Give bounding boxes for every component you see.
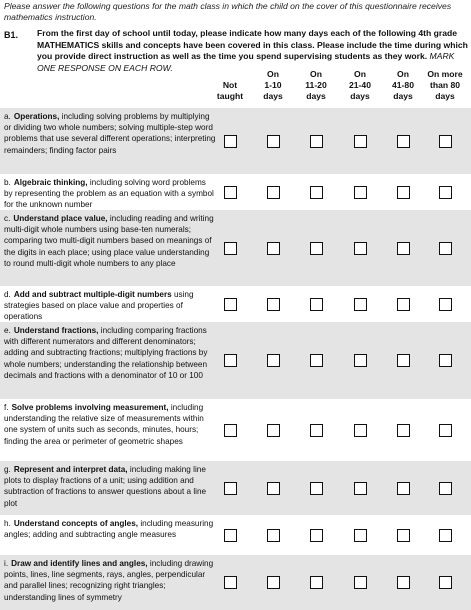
row-label — [4, 558, 216, 603]
response-checkbox[interactable] — [224, 424, 237, 437]
column-header-line: 41-80 — [392, 80, 414, 90]
row-label — [4, 518, 216, 540]
response-checkbox[interactable] — [354, 576, 367, 589]
response-checkbox[interactable] — [354, 242, 367, 255]
response-checkbox[interactable] — [439, 242, 452, 255]
response-checkbox[interactable] — [224, 482, 237, 495]
response-checkbox[interactable] — [439, 135, 452, 148]
response-checkbox[interactable] — [397, 576, 410, 589]
response-checkbox[interactable] — [354, 298, 367, 311]
row-letter: d. — [4, 290, 11, 299]
column-header-5 — [381, 69, 425, 102]
response-checkbox[interactable] — [224, 576, 237, 589]
question-row — [0, 286, 471, 322]
response-checkbox[interactable] — [224, 242, 237, 255]
column-header-line: 1-10 — [264, 80, 282, 90]
row-letter: e. — [4, 326, 11, 335]
row-description: including solving word problems by representing the problem as an equation with a symbol for the unknown number — [4, 178, 214, 210]
response-checkbox[interactable] — [267, 354, 280, 367]
response-checkbox[interactable] — [267, 529, 280, 542]
response-checkbox[interactable] — [224, 529, 237, 542]
row-topic: Understand fractions, — [13, 326, 99, 335]
response-checkbox[interactable] — [224, 298, 237, 311]
row-letter: h. — [4, 519, 11, 528]
row-topic: Understand place value, — [13, 214, 108, 223]
column-header-1 — [208, 69, 252, 102]
column-header-line: On — [310, 69, 322, 79]
row-description: including making line plots to display fractions of a unit; using addition and subtraction of fractions to answer questions about a line plot — [4, 465, 207, 508]
response-checkbox[interactable] — [439, 298, 452, 311]
column-header-line: On — [397, 69, 409, 79]
question-row — [0, 399, 471, 461]
column-header-line: days — [263, 91, 283, 101]
question-text — [37, 28, 469, 74]
row-topic: Operations, — [13, 112, 60, 121]
response-checkbox[interactable] — [439, 482, 452, 495]
response-checkbox[interactable] — [267, 186, 280, 199]
column-header-6 — [423, 69, 467, 102]
column-header-line: On — [267, 69, 279, 79]
column-header-line: 11-20 — [305, 80, 327, 90]
row-label — [4, 177, 216, 211]
row-label — [4, 464, 216, 509]
row-description: including comparing fractions with different numerators and different denominators; adding and subtracting fractions; multiplying fractions by whole numbers; understanding the relationship between decimals and fractions with a denominator of 10 or 100 — [4, 326, 208, 380]
row-label — [4, 111, 216, 156]
question-row — [0, 555, 471, 610]
response-checkbox[interactable] — [224, 354, 237, 367]
response-checkbox[interactable] — [354, 135, 367, 148]
row-letter: i. — [4, 559, 9, 568]
response-checkbox[interactable] — [267, 576, 280, 589]
column-header-line: On more — [427, 69, 463, 79]
response-checkbox[interactable] — [439, 576, 452, 589]
response-checkbox[interactable] — [310, 298, 323, 311]
response-checkbox[interactable] — [310, 424, 323, 437]
row-topic: Understand concepts of angles, — [13, 519, 139, 528]
row-description: using strategies based on place value and properties of operations — [4, 290, 194, 322]
response-checkbox[interactable] — [439, 424, 452, 437]
column-header-line: days — [393, 91, 413, 101]
response-checkbox[interactable] — [267, 242, 280, 255]
response-checkbox[interactable] — [310, 135, 323, 148]
column-header-line: 21-40 — [349, 80, 371, 90]
row-label — [4, 402, 216, 447]
question-row — [0, 210, 471, 286]
row-letter: f. — [4, 403, 9, 412]
response-checkbox[interactable] — [310, 576, 323, 589]
response-checkbox[interactable] — [397, 354, 410, 367]
response-checkbox[interactable] — [267, 424, 280, 437]
row-description: including measuring angles; adding and subtracting angle measures — [4, 519, 214, 540]
column-header-line: days — [435, 91, 455, 101]
question-row — [0, 108, 471, 174]
row-letter: c. — [4, 214, 11, 223]
response-checkbox[interactable] — [397, 298, 410, 311]
response-checkbox[interactable] — [267, 135, 280, 148]
question-row — [0, 322, 471, 399]
question-row — [0, 461, 471, 515]
response-checkbox[interactable] — [397, 482, 410, 495]
response-checkbox[interactable] — [397, 186, 410, 199]
response-checkbox[interactable] — [310, 482, 323, 495]
row-topic: Solve problems involving measurement, — [11, 403, 169, 412]
response-checkbox[interactable] — [439, 186, 452, 199]
response-checkbox[interactable] — [354, 424, 367, 437]
response-checkbox[interactable] — [397, 529, 410, 542]
response-checkbox[interactable] — [354, 186, 367, 199]
column-header-line — [208, 69, 252, 80]
response-checkbox[interactable] — [354, 354, 367, 367]
column-header-line: than 80 — [429, 80, 461, 90]
column-header-3 — [294, 69, 338, 102]
column-header-line: taught — [216, 91, 244, 101]
row-description: including reading and writing multi-digit whole numbers using base-ten numerals; comparing two multi-digit numbers based on meanings of the digits in each place; using place value understanding to round multi-digit whole numbers to any place — [4, 214, 214, 268]
row-description: including drawing points, lines, line segments, rays, angles, perpendicular and parallel lines; recognizing right triangles; understanding lines of symmetry — [4, 559, 214, 602]
row-description: including understanding the relative size of measurements within one system of units such as seconds, minutes, hours; finding the area or perimeter of geometric shapes — [4, 403, 204, 446]
question-number: B1. — [4, 30, 19, 40]
column-header-2 — [251, 69, 295, 102]
row-topic: Draw and identify lines and angles, — [11, 559, 148, 568]
row-description: including solving problems by multiplying or dividing two whole numbers; solving multiple-step word problems that use several different operations; interpreting remainders; finding factor pairs — [4, 112, 216, 155]
question-body: From the first day of school until today, please indicate how many days each of the following 4th grade MATHEMATICS skills and concepts have been covered in this class. Please include the time during which you provide direct instruction as well as the time you spend supervising students as they work. — [37, 28, 468, 61]
row-letter: a. — [4, 112, 11, 121]
column-header-line: Not — [222, 80, 238, 90]
row-label — [4, 325, 216, 381]
response-checkbox[interactable] — [354, 529, 367, 542]
column-header-line: days — [306, 91, 326, 101]
instructions-text: Please answer the following questions for the math class in which the child on the cover of this questionnaire receives mathematics instruction. — [4, 1, 452, 22]
response-checkbox[interactable] — [439, 354, 452, 367]
response-checkbox[interactable] — [267, 298, 280, 311]
response-checkbox[interactable] — [224, 186, 237, 199]
response-checkbox[interactable] — [310, 186, 323, 199]
response-checkbox[interactable] — [397, 424, 410, 437]
response-checkbox[interactable] — [439, 529, 452, 542]
row-letter: g. — [4, 465, 11, 474]
response-checkbox[interactable] — [310, 354, 323, 367]
response-checkbox[interactable] — [397, 135, 410, 148]
row-topic: Algebraic thinking, — [13, 178, 88, 187]
response-checkbox[interactable] — [310, 529, 323, 542]
question-row — [0, 174, 471, 210]
row-label — [4, 289, 216, 323]
response-checkbox[interactable] — [267, 482, 280, 495]
column-header-4 — [338, 69, 382, 102]
column-header-line: days — [350, 91, 370, 101]
response-checkbox[interactable] — [354, 482, 367, 495]
response-checkbox[interactable] — [310, 242, 323, 255]
question-row — [0, 515, 471, 555]
mark-instruction: MARK ONE RESPONSE ON EACH ROW. — [37, 51, 455, 73]
column-header-line: On — [354, 69, 366, 79]
row-letter: b. — [4, 178, 11, 187]
row-label — [4, 213, 216, 269]
row-topic: Represent and interpret data, — [13, 465, 128, 474]
row-topic: Add and subtract multiple-digit numbers — [13, 290, 172, 299]
response-checkbox[interactable] — [224, 135, 237, 148]
response-checkbox[interactable] — [397, 242, 410, 255]
